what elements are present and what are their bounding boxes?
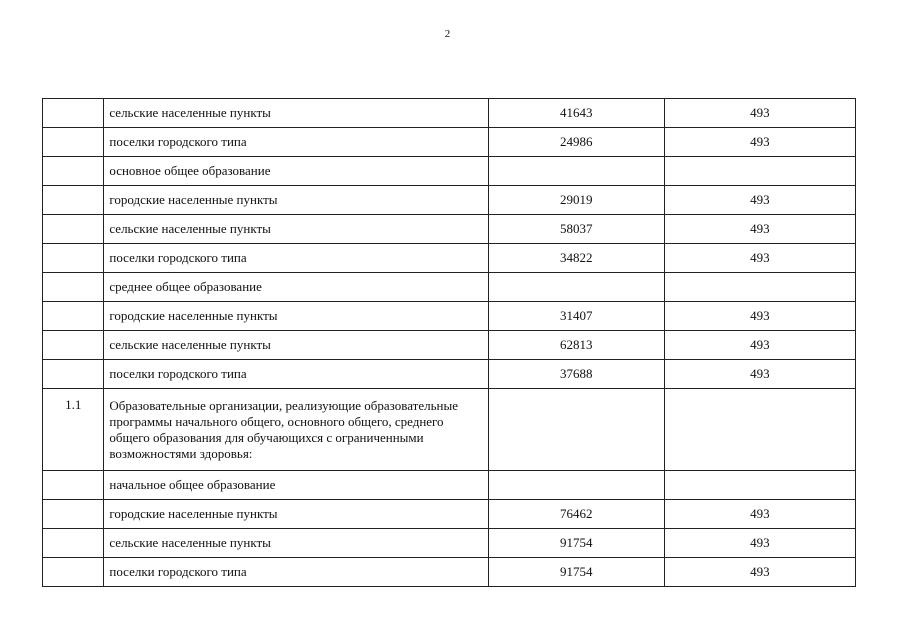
row-name: сельские населенные пункты xyxy=(104,99,488,128)
row-number xyxy=(43,273,104,302)
row-value-1: 24986 xyxy=(488,128,664,157)
row-value-1 xyxy=(488,471,664,500)
row-name: поселки городского типа xyxy=(104,128,488,157)
row-number xyxy=(43,128,104,157)
row-value-1 xyxy=(488,389,664,471)
row-value-1 xyxy=(488,157,664,186)
row-value-2: 493 xyxy=(664,215,855,244)
row-value-2: 493 xyxy=(664,529,855,558)
row-number xyxy=(43,558,104,587)
table-row xyxy=(43,331,856,360)
row-name: поселки городского типа xyxy=(104,244,488,273)
row-number xyxy=(43,302,104,331)
row-value-2: 493 xyxy=(664,500,855,529)
row-value-2 xyxy=(664,389,855,471)
table-row xyxy=(43,302,856,331)
row-name: начальное общее образование xyxy=(104,471,488,500)
page-number: 2 xyxy=(444,28,451,40)
row-value-2: 493 xyxy=(664,558,855,587)
table-row xyxy=(43,471,856,500)
row-value-1: 58037 xyxy=(488,215,664,244)
row-value-1: 31407 xyxy=(488,302,664,331)
row-value-1 xyxy=(488,273,664,302)
row-value-2 xyxy=(664,471,855,500)
row-value-1: 76462 xyxy=(488,500,664,529)
row-number xyxy=(43,215,104,244)
table-row xyxy=(43,360,856,389)
row-name: поселки городского типа xyxy=(104,360,488,389)
row-value-1: 34822 xyxy=(488,244,664,273)
row-value-2 xyxy=(664,157,855,186)
row-value-1: 62813 xyxy=(488,331,664,360)
row-number xyxy=(43,529,104,558)
table-row xyxy=(43,529,856,558)
row-value-1: 91754 xyxy=(488,529,664,558)
row-name: поселки городского типа xyxy=(104,558,488,587)
table-row xyxy=(43,157,856,186)
table-row xyxy=(43,244,856,273)
table-row xyxy=(43,128,856,157)
row-value-1: 29019 xyxy=(488,186,664,215)
row-name: Образовательные организации, реализующие образовательные программы начального общего, основного общего, среднего общего образования для обучающихся с ограниченными возможностями здоровья: xyxy=(104,389,488,471)
row-number xyxy=(43,244,104,273)
row-value-2: 493 xyxy=(664,302,855,331)
row-name: городские населенные пункты xyxy=(104,500,488,529)
row-value-2: 493 xyxy=(664,186,855,215)
row-number xyxy=(43,471,104,500)
row-number xyxy=(43,360,104,389)
norms-table xyxy=(42,98,856,587)
row-value-1: 91754 xyxy=(488,558,664,587)
row-number: 1.1 xyxy=(43,389,104,471)
row-name: сельские населенные пункты xyxy=(104,331,488,360)
row-value-1: 37688 xyxy=(488,360,664,389)
row-number xyxy=(43,157,104,186)
row-name: сельские населенные пункты xyxy=(104,215,488,244)
row-name: сельские населенные пункты xyxy=(104,529,488,558)
row-name: городские населенные пункты xyxy=(104,186,488,215)
table-row xyxy=(43,186,856,215)
row-value-2: 493 xyxy=(664,99,855,128)
row-number xyxy=(43,331,104,360)
row-value-2: 493 xyxy=(664,128,855,157)
row-name: городские населенные пункты xyxy=(104,302,488,331)
table-row xyxy=(43,273,856,302)
row-number xyxy=(43,99,104,128)
table-row xyxy=(43,558,856,587)
row-number xyxy=(43,500,104,529)
row-value-2 xyxy=(664,273,855,302)
table-row xyxy=(43,215,856,244)
row-name: основное общее образование xyxy=(104,157,488,186)
table-row-section xyxy=(43,389,856,471)
row-value-1: 41643 xyxy=(488,99,664,128)
row-name: среднее общее образование xyxy=(104,273,488,302)
table-row xyxy=(43,500,856,529)
row-value-2: 493 xyxy=(664,244,855,273)
row-value-2: 493 xyxy=(664,331,855,360)
row-number xyxy=(43,186,104,215)
table-row xyxy=(43,99,856,128)
row-value-2: 493 xyxy=(664,360,855,389)
